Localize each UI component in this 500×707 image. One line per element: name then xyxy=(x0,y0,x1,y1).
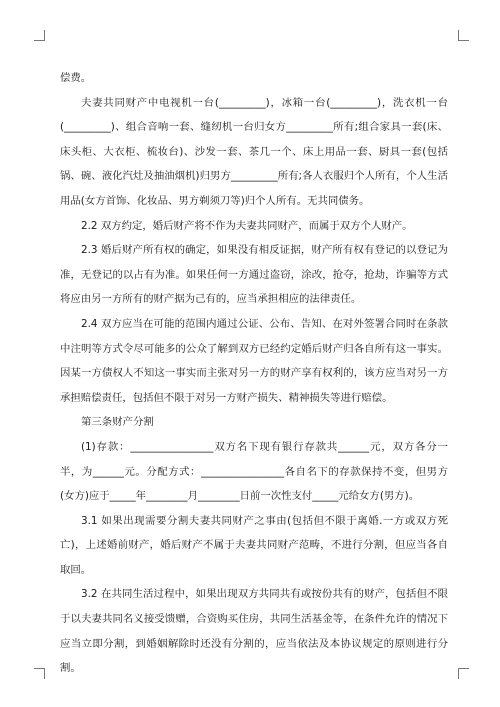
paragraph-2-4: 2.4 双方应当在可能的范围内通过公证、公布、告知、在对外签署合同时在条款中注明等方式令尽可能多的公众了解到双方已经约定婚后财产归各自所有这一事实。因某一方债权人不知这一事实而主张对另一方的财产享有权利的，该方应当对另一方承担赔偿责任，包括但不限于对另一方财产损失、精神损失等进行赔偿。 xyxy=(60,317,448,404)
section-heading-article-3: 第三条财产分割 xyxy=(81,416,154,429)
paragraph-deposit: (1)存款：________________双方名下现有银行存款共______元，双方各分一半，为______元。分配方式：________________各自名下的存款保持不变，但男方(女方)应于_____年________月________日前一次性支付_____元给女方(男方)。 xyxy=(60,440,448,503)
paragraph-2-3: 2.3 婚后财产所有权的确定，如果没有相反证据，财产所有权有登记的以登记为准，无登记的以占有为准。如果任何一方通过盗窃，涂改，抢夺，抢劫，诈骗等方式将应由另一方所有的财产据为己有的，应当承担相应的法律责任。 xyxy=(60,244,448,306)
crop-mark-bottom-left xyxy=(34,668,45,679)
crop-mark-bottom-right xyxy=(458,668,469,679)
paragraph-continuation: 偿费。 xyxy=(60,72,92,84)
crop-mark-top-right xyxy=(458,30,469,41)
paragraph-3-2: 3.2 在共同生活过程中，如果出现双方共同共有或按份共有的财产，包括但不限于以夫妻共同名义接受馈赠，合资购买住房，共同生活基金等，在条件允许的情况下应当立即分割，到婚姻解除时还没有分割的，应当依法及本协议规定的原则进行分割。 xyxy=(60,588,448,675)
document-body xyxy=(60,66,448,681)
crop-mark-top-left xyxy=(34,30,45,41)
paragraph-3-1: 3.1 如果出现需要分割夫妻共同财产之事由(包括但不限于离婚.一方或双方死亡)，上述婚前财产，婚后财产不属于夫妻共同财产范畴，不进行分割，但应当各自取回。 xyxy=(60,514,448,576)
paragraph-2-2: 2.2 双方约定，婚后财产将不作为夫妻共同财产，而属于双方个人财产。 xyxy=(81,219,413,232)
paragraph-property-allocation: 夫妻共同财产中电视机一台(_________)，冰箱一台(_________)，洗衣机一台(_________)、组合音响一套、缝纫机一台归女方_________所有;组合家具一套(床、床头柜、大衣柜、梳妆台)、沙发一套、茶几一个、床上用品一套、厨具一套(包括锅、碗、液化汽灶及抽油烟机)归男方_________所有;各人衣服归个人所有，个人生活用品(女方首饰、化妆品、男方剃须刀等)归个人所有。无共同债务。 xyxy=(60,96,448,207)
